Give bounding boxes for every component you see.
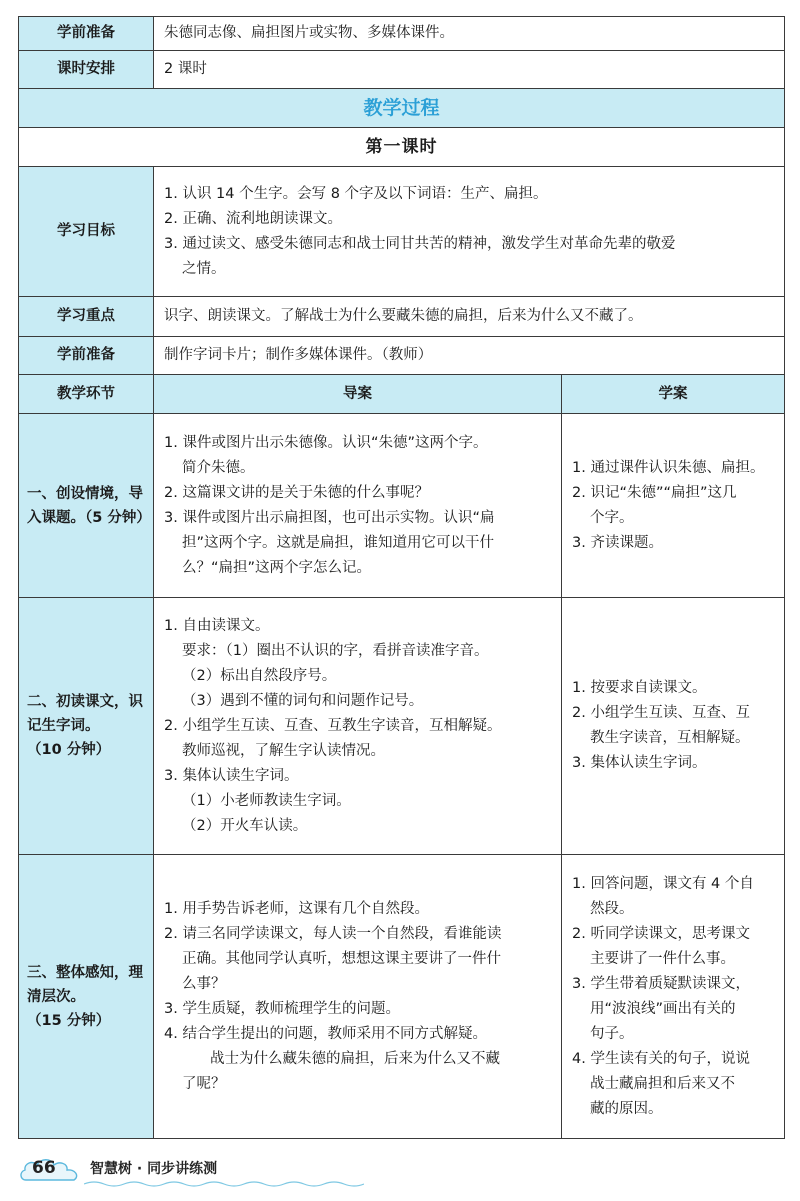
goal-item: 3. 通过读文、感受朱德同志和战士同甘共苦的精神，激发学生对革命先辈的敬爱 (164, 235, 676, 252)
guide-line: 正确。其他同学认真听，想想这课主要讲了一件什 (182, 950, 501, 967)
goals-list (154, 167, 785, 297)
guide-line: 3. 集体认读生字词。 (164, 767, 299, 784)
header-study: 学案 (562, 375, 785, 414)
stage-row (19, 855, 785, 1139)
focus-value: 识字、朗读课文。了解战士为什么要藏朱德的扁担，后来为什么又不藏了。 (154, 297, 785, 337)
guide-line: 2. 请三名同学读课文，每人读一个自然段，看谁能读 (164, 925, 502, 942)
study-line: 2. 小组学生互读、互查、互 (572, 705, 750, 721)
guide-line: 1. 用手势告诉老师，这课有几个自然段。 (164, 900, 429, 917)
study-line: 3. 齐读课题。 (572, 534, 663, 551)
study-line: 战士藏扁担和后来又不 (590, 1075, 735, 1092)
guide-line: 1. 自由读课文。 (164, 617, 270, 634)
study-line: 3. 学生带着质疑默读课文， (572, 975, 750, 992)
guide-line: （3）遇到不懂的词句和问题作记号。 (182, 692, 424, 709)
lesson-title-row (19, 128, 785, 167)
prep-label: 学前准备 (19, 17, 154, 51)
stage-study (562, 414, 785, 598)
study-line: 4. 学生读有关的句子，说说 (572, 1050, 750, 1067)
stage-name-line: （15 分钟） (27, 1012, 111, 1029)
page-number: 66 (32, 1158, 56, 1178)
guide-line: 战士为什么藏朱德的扁担，后来为什么又不藏 (210, 1050, 500, 1067)
lesson-plan-sheet (18, 16, 784, 1139)
guide-line: 2. 这篇课文讲的是关于朱德的什么事呢？ (164, 484, 429, 501)
focus-row (19, 297, 785, 337)
schedule-value: 2 课时 (154, 51, 785, 89)
guide-line: 3. 学生质疑，教师梳理学生的问题。 (164, 1000, 400, 1017)
guide-line: （1）小老师教读生字词。 (182, 792, 351, 809)
study-line: 1. 按要求自读课文。 (572, 680, 707, 696)
stage-name-line: 二、初读课文，识 (27, 694, 143, 710)
guide-line: （2）标出自然段序号。 (182, 667, 337, 684)
wave-decoration (84, 1180, 364, 1188)
study-line: 教生字读音，互相解疑。 (590, 730, 750, 746)
stage-name (19, 414, 154, 598)
goals-row (19, 167, 785, 297)
lesson-plan-table (18, 16, 785, 1139)
stage-name-line: 清层次。 (27, 988, 85, 1005)
prep2-value: 制作字词卡片；制作多媒体课件。（教师） (154, 337, 785, 375)
goal-item: 之情。 (182, 260, 226, 277)
guide-line: 要求：（1）圈出不认识的字，看拼音读准字音。 (182, 642, 489, 659)
study-line: 主要讲了一件什么事。 (590, 950, 735, 967)
stage-study (562, 855, 785, 1139)
stage-row (19, 414, 785, 598)
study-line: 藏的原因。 (590, 1100, 663, 1117)
stage-name-line: 记生字词。 (27, 718, 100, 734)
guide-line: 么？“扁担”这两个字怎么记。 (182, 559, 372, 576)
study-line: 2. 识记“朱德”“扁担”这几 (572, 484, 737, 501)
stage-name-line: 三、整体感知，理 (27, 964, 143, 981)
study-line: 1. 回答问题，课文有 4 个自 (572, 875, 754, 892)
schedule-label: 课时安排 (19, 51, 154, 89)
guide-line: 2. 小组学生互读、互查、互教生字读音，互相解疑。 (164, 717, 502, 734)
schedule-row (19, 51, 785, 89)
study-line: 句子。 (590, 1025, 634, 1042)
goal-item: 2. 正确、流利地朗读课文。 (164, 210, 342, 227)
guide-line: 3. 课件或图片出示扁担图，也可出示实物。认识“扁 (164, 509, 495, 526)
stage-name-line: 一、创设情境，导 (27, 485, 143, 502)
stage-guide (154, 414, 562, 598)
study-line: 1. 通过课件认识朱德、扁担。 (572, 459, 765, 476)
guide-line: 么事？ (182, 975, 226, 992)
study-line: 用“波浪线”画出有关的 (590, 1000, 736, 1017)
guide-line: 4. 结合学生提出的问题，教师采用不同方式解疑。 (164, 1025, 487, 1042)
prep-value: 朱德同志像、扁担图片或实物、多媒体课件。 (154, 17, 785, 51)
process-title-row (19, 89, 785, 128)
header-stage: 教学环节 (19, 375, 154, 414)
stage-name-line: （10 分钟） (27, 742, 111, 758)
prep2-label: 学前准备 (19, 337, 154, 375)
column-header-row (19, 375, 785, 414)
study-line: 个字。 (590, 509, 634, 526)
focus-label: 学习重点 (19, 297, 154, 337)
study-line: 然段。 (590, 900, 634, 917)
brand-title: 智慧树 · 同步讲练测 (90, 1161, 218, 1177)
stage-study (562, 598, 785, 855)
stage-guide (154, 855, 562, 1139)
goal-item: 1. 认识 14 个生字。会写 8 个字及以下词语：生产、扁担。 (164, 185, 548, 202)
header-guide: 导案 (154, 375, 562, 414)
guide-line: 教师巡视，了解生字认读情况。 (182, 742, 385, 759)
lesson-title: 第一课时 (19, 128, 785, 167)
stage-guide (154, 598, 562, 855)
process-title: 教学过程 (19, 89, 785, 128)
guide-line: 简介朱德。 (182, 459, 255, 476)
guide-line: 1. 课件或图片出示朱德像。认识“朱德”这两个字。 (164, 434, 488, 451)
stage-name-line: 入课题。（5 分钟） (27, 509, 151, 526)
stage-name (19, 855, 154, 1139)
guide-line: 了呢？ (182, 1075, 226, 1092)
study-line: 2. 听同学读课文，思考课文 (572, 925, 750, 942)
page-footer (18, 1148, 378, 1188)
study-line: 3. 集体认读生字词。 (572, 755, 707, 771)
prep-row (19, 17, 785, 51)
guide-line: 担”这两个字。这就是扁担，谁知道用它可以干什 (182, 534, 495, 551)
goals-label: 学习目标 (19, 167, 154, 297)
stage-row (19, 598, 785, 855)
prep2-row (19, 337, 785, 375)
guide-line: （2）开火车认读。 (182, 817, 308, 834)
stage-name (19, 598, 154, 855)
